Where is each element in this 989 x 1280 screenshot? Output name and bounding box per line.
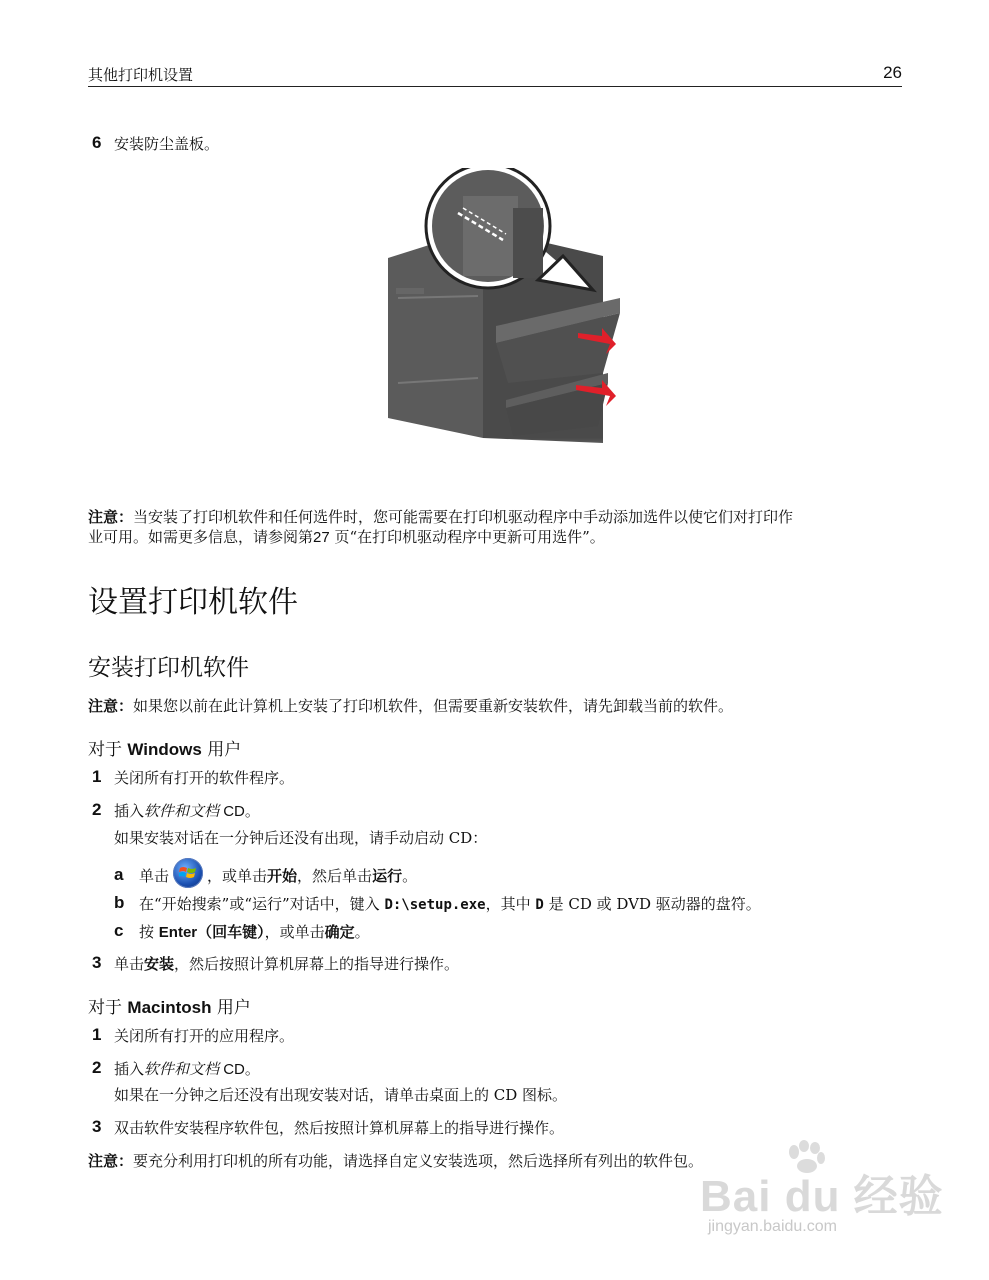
note-label: 注意： — [88, 508, 134, 526]
step-text: 单击安装，然后按照计算机屏幕上的指导进行操作。 — [114, 955, 460, 973]
step-number: 1 — [92, 767, 102, 786]
enter-key-label: Enter（回车键） — [158, 924, 265, 941]
note-label: 注意： — [88, 1152, 134, 1170]
step-text: 关闭所有打开的应用程序。 — [114, 1027, 295, 1045]
note-paragraph — [88, 696, 733, 716]
step-text: 安装防尘盖板。 — [114, 135, 220, 153]
note-label: 注意： — [88, 697, 134, 715]
setup-command: D:\setup.exe — [384, 897, 486, 913]
substep-letter: b — [114, 893, 125, 912]
install-label: 安装 — [144, 955, 175, 973]
watermark-brand: Bai du 经验 — [700, 1172, 944, 1221]
step-number: 1 — [92, 1025, 102, 1044]
subsection-heading: 安装打印机软件 — [88, 655, 249, 681]
windows-users-heading: 对于 Windows 用户 — [88, 740, 242, 760]
windows-start-icon[interactable] — [173, 858, 203, 888]
printer-dust-cover-illustration — [388, 168, 628, 490]
watermark-url: jingyan.baidu.com — [708, 1218, 837, 1235]
running-header — [88, 62, 902, 87]
header-title: 其他打印机设置 — [88, 66, 194, 84]
substep-text: 单击 ，或单击开始，然后单击运行。 — [139, 866, 417, 888]
page-number: 26 — [883, 63, 902, 82]
note-text: 要充分利用打印机的所有功能，请选择自定义安装选项，然后选择所有列出的软件包。 — [133, 1152, 704, 1170]
ok-label: 确定 — [324, 923, 355, 941]
note-line: 业可用。如需更多信息，请参阅第 — [88, 528, 314, 546]
step-number: 6 — [92, 133, 102, 152]
note-paragraph-line2 — [88, 527, 605, 548]
section-heading: 设置打印机软件 — [88, 585, 298, 620]
baidu-jingyan-watermark — [700, 1140, 944, 1240]
step-number: 3 — [92, 953, 102, 972]
step-text: 双击软件安装程序软件包，然后按照计算机屏幕上的指导进行操作。 — [114, 1119, 565, 1137]
substep-letter: c — [114, 921, 124, 940]
step-text: 插入软件和文档 CD。 — [114, 1060, 260, 1078]
note-paragraph — [88, 1151, 703, 1171]
step-text: 关闭所有打开的软件程序。 — [114, 769, 295, 787]
substep-text: 按 Enter（回车键），或单击确定。 — [139, 923, 370, 941]
substep-text: 在“开始搜索”或“运行”对话中，键入 D:\setup.exe，其中 D 是 CD 或 DVD 驱动器的盘符。 — [139, 895, 761, 913]
note-line: 当安装了打印机软件和任何选件时，您可能需要在打印机驱动程序中手动添加选件以使它们对打印作 — [133, 508, 794, 526]
step-detail: 如果在一分钟之后还没有出现安装对话，请单击桌面上的 CD 图标。 — [114, 1086, 568, 1104]
page-link[interactable]: 27 — [313, 529, 330, 546]
note-text: 如果您以前在此计算机上安装了打印机软件，但需要重新安装软件，请先卸载当前的软件。 — [133, 697, 734, 715]
step-number: 2 — [92, 1058, 102, 1077]
substep-letter: a — [114, 865, 124, 884]
mac-users-heading: 对于 Macintosh 用户 — [88, 998, 251, 1018]
note-line: 页“在打印机驱动程序中更新可用选件”。 — [329, 528, 605, 546]
note-paragraph — [88, 507, 793, 527]
run-label: 运行 — [372, 867, 403, 885]
step-number: 3 — [92, 1117, 102, 1136]
step-text: 插入软件和文档 CD。 — [114, 802, 260, 820]
start-menu-label: 开始 — [267, 867, 298, 885]
step-number: 2 — [92, 800, 102, 819]
step-detail: 如果安装对话在一分钟后还没有出现，请手动启动 CD： — [114, 829, 488, 847]
